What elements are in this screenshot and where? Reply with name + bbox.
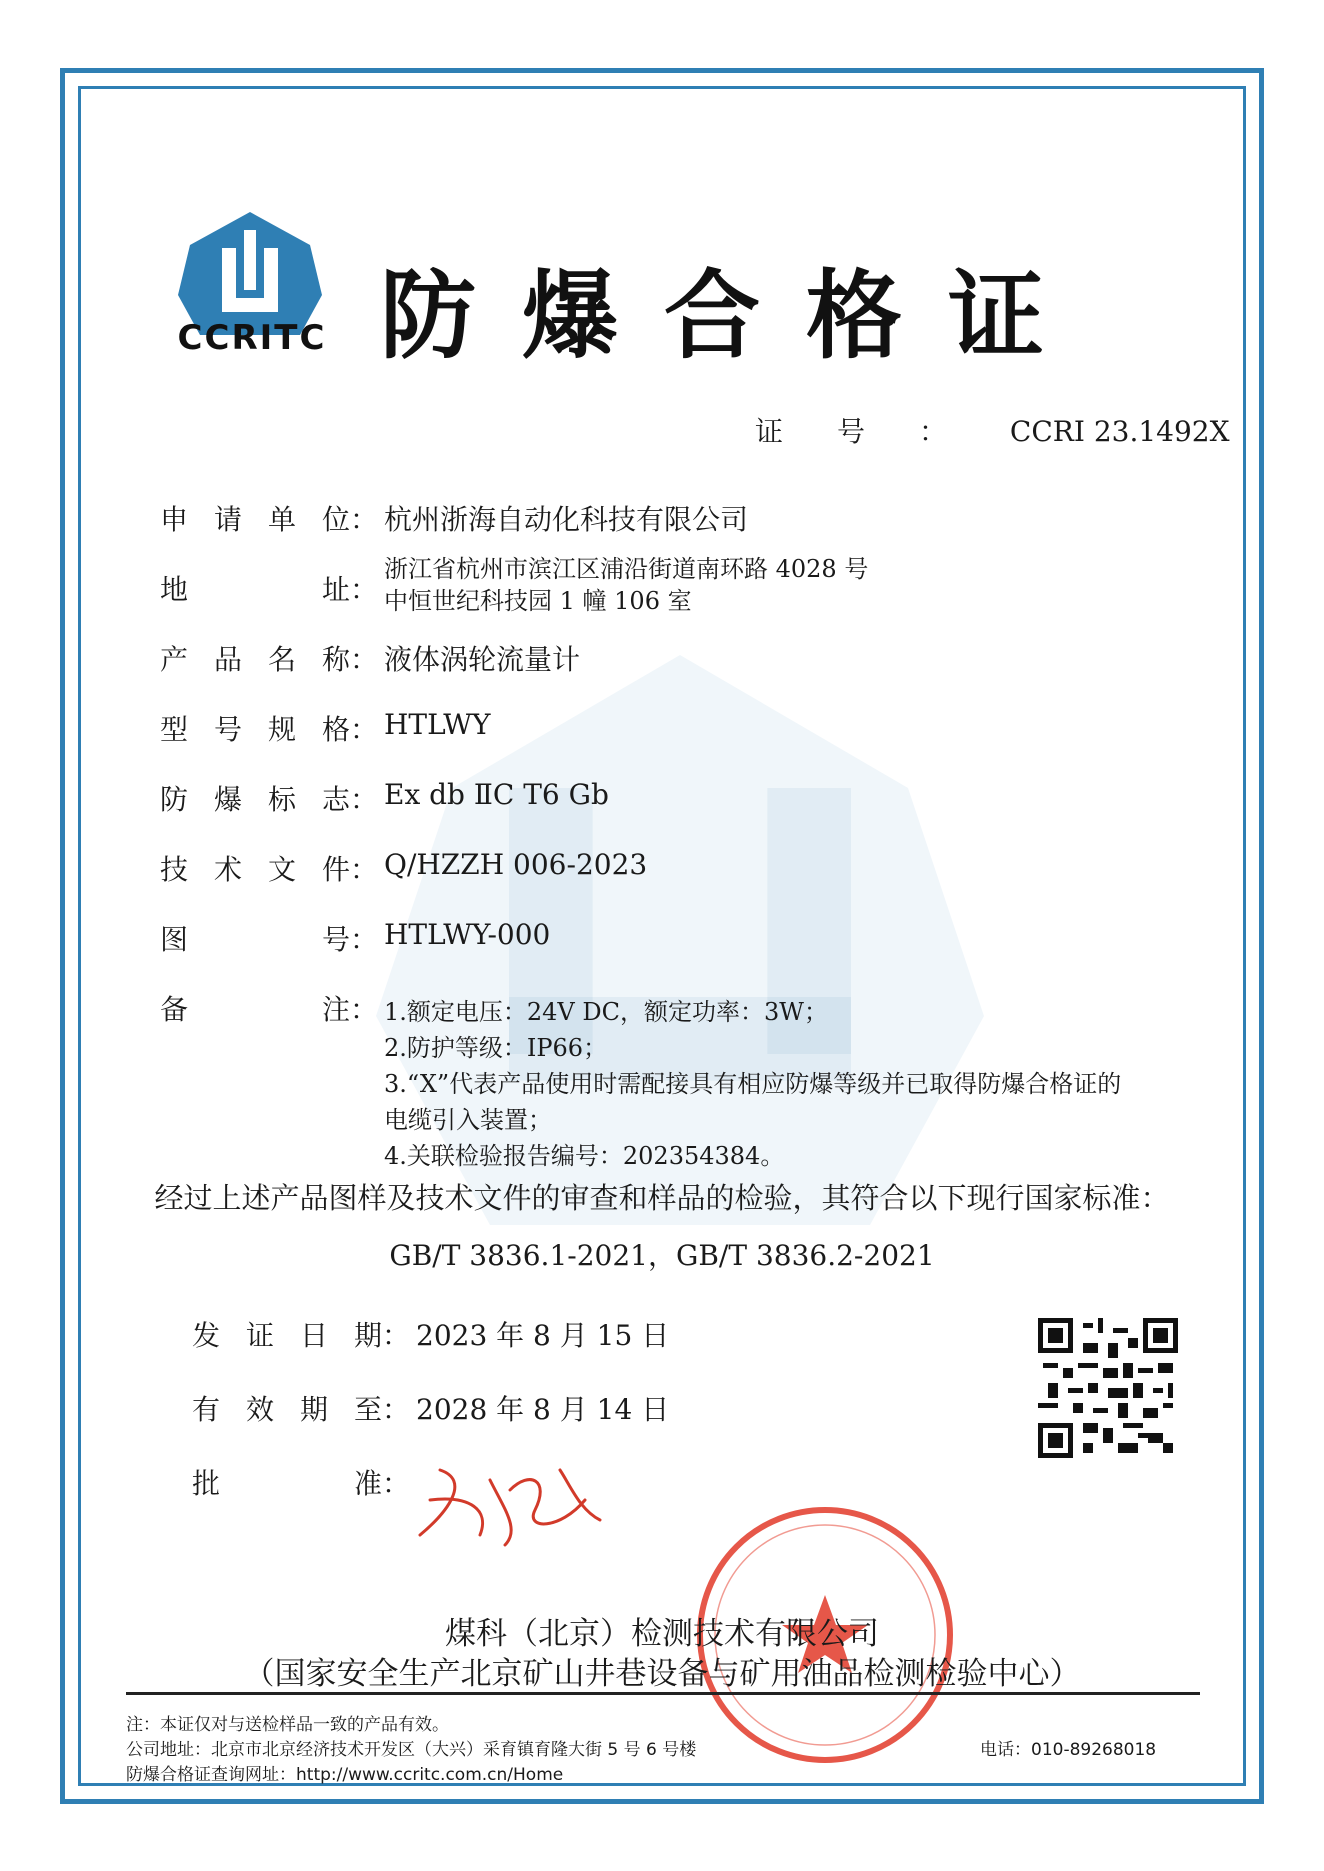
certificate-number-value: CCRI 23.1492X [1009, 415, 1230, 448]
valid-until-label: 有效期至 [192, 1393, 382, 1426]
field-value: 杭州浙海自动化科技有限公司 [384, 503, 749, 536]
certificate-title: 防爆合格证 [380, 260, 1090, 372]
field-label: 型号规格 [160, 713, 350, 746]
qr-code-icon[interactable] [1038, 1318, 1178, 1458]
remarks-list [384, 994, 1121, 1174]
footer-note: 注：本证仅对与送检样品一致的产品有效。 [126, 1715, 449, 1735]
remark-item: 电缆引入装置； [384, 1106, 552, 1134]
certificate-number [755, 410, 1230, 450]
handwritten-signature [410, 1440, 610, 1560]
field-label: 防爆标志 [160, 783, 350, 816]
remark-item: 3.“X”代表产品使用时需配接具有相应防爆等级并已取得防爆合格证的 [384, 1070, 1122, 1098]
certificate-number-label: 证号： [755, 415, 1002, 448]
field-value: HTLWY-000 [384, 918, 551, 951]
field-value: Q/HZZH 006-2023 [384, 848, 648, 881]
organization-name: 煤科（北京）检测技术有限公司 [445, 1616, 879, 1652]
field-value: 液体涡轮流量计 [384, 643, 581, 676]
field-label: 图号 [160, 923, 350, 956]
remark-item: 4.关联检验报告编号：202354384。 [384, 1142, 785, 1170]
field-value: Ex db ⅡC T6 Gb [384, 778, 609, 811]
footer-phone: 电话：010-89268018 [980, 1740, 1157, 1760]
valid-until-value: 2028 年 8 月 14 日 [416, 1393, 670, 1426]
field-value-line-2: 中恒世纪科技园 1 幢 106 室 [384, 587, 692, 615]
field-value: HTLWY [384, 708, 491, 741]
field-label: 技术文件 [160, 853, 350, 886]
field-label: 申请单位 [160, 503, 350, 536]
remark-item: 1.额定电压：24V DC，额定功率：3W； [384, 998, 828, 1026]
standards-list: GB/T 3836.1-2021，GB/T 3836.2-2021 [389, 1239, 935, 1272]
remark-item: 2.防护等级：IP66； [384, 1034, 608, 1062]
footer-address: 公司地址：北京市北京经济技术开发区（大兴）采育镇育隆大街 5 号 6 号楼 [126, 1740, 697, 1760]
field-value-line-1: 浙江省杭州市滨江区浦沿街道南环路 4028 号 [384, 555, 869, 583]
footer-query-url[interactable]: 防爆合格证查询网址：http://www.ccritc.com.cn/Home [126, 1765, 564, 1785]
compliance-statement: 经过上述产品图样及技术文件的审查和样品的检验，其符合以下现行国家标准： [154, 1181, 1170, 1215]
field-label: 备注 [160, 993, 350, 1026]
approval-label: 批准 [192, 1467, 382, 1500]
logo-text: CCRITC [177, 318, 327, 358]
issue-date-value: 2023 年 8 月 15 日 [416, 1319, 670, 1352]
field-label: 地址 [160, 573, 350, 606]
issue-date-label: 发证日期 [192, 1319, 382, 1352]
field-label: 产品名称 [160, 643, 350, 676]
organization-subtitle: （国家安全生产北京矿山井巷设备与矿用油品检测检验中心） [243, 1656, 1081, 1692]
footer-divider [126, 1692, 1200, 1695]
